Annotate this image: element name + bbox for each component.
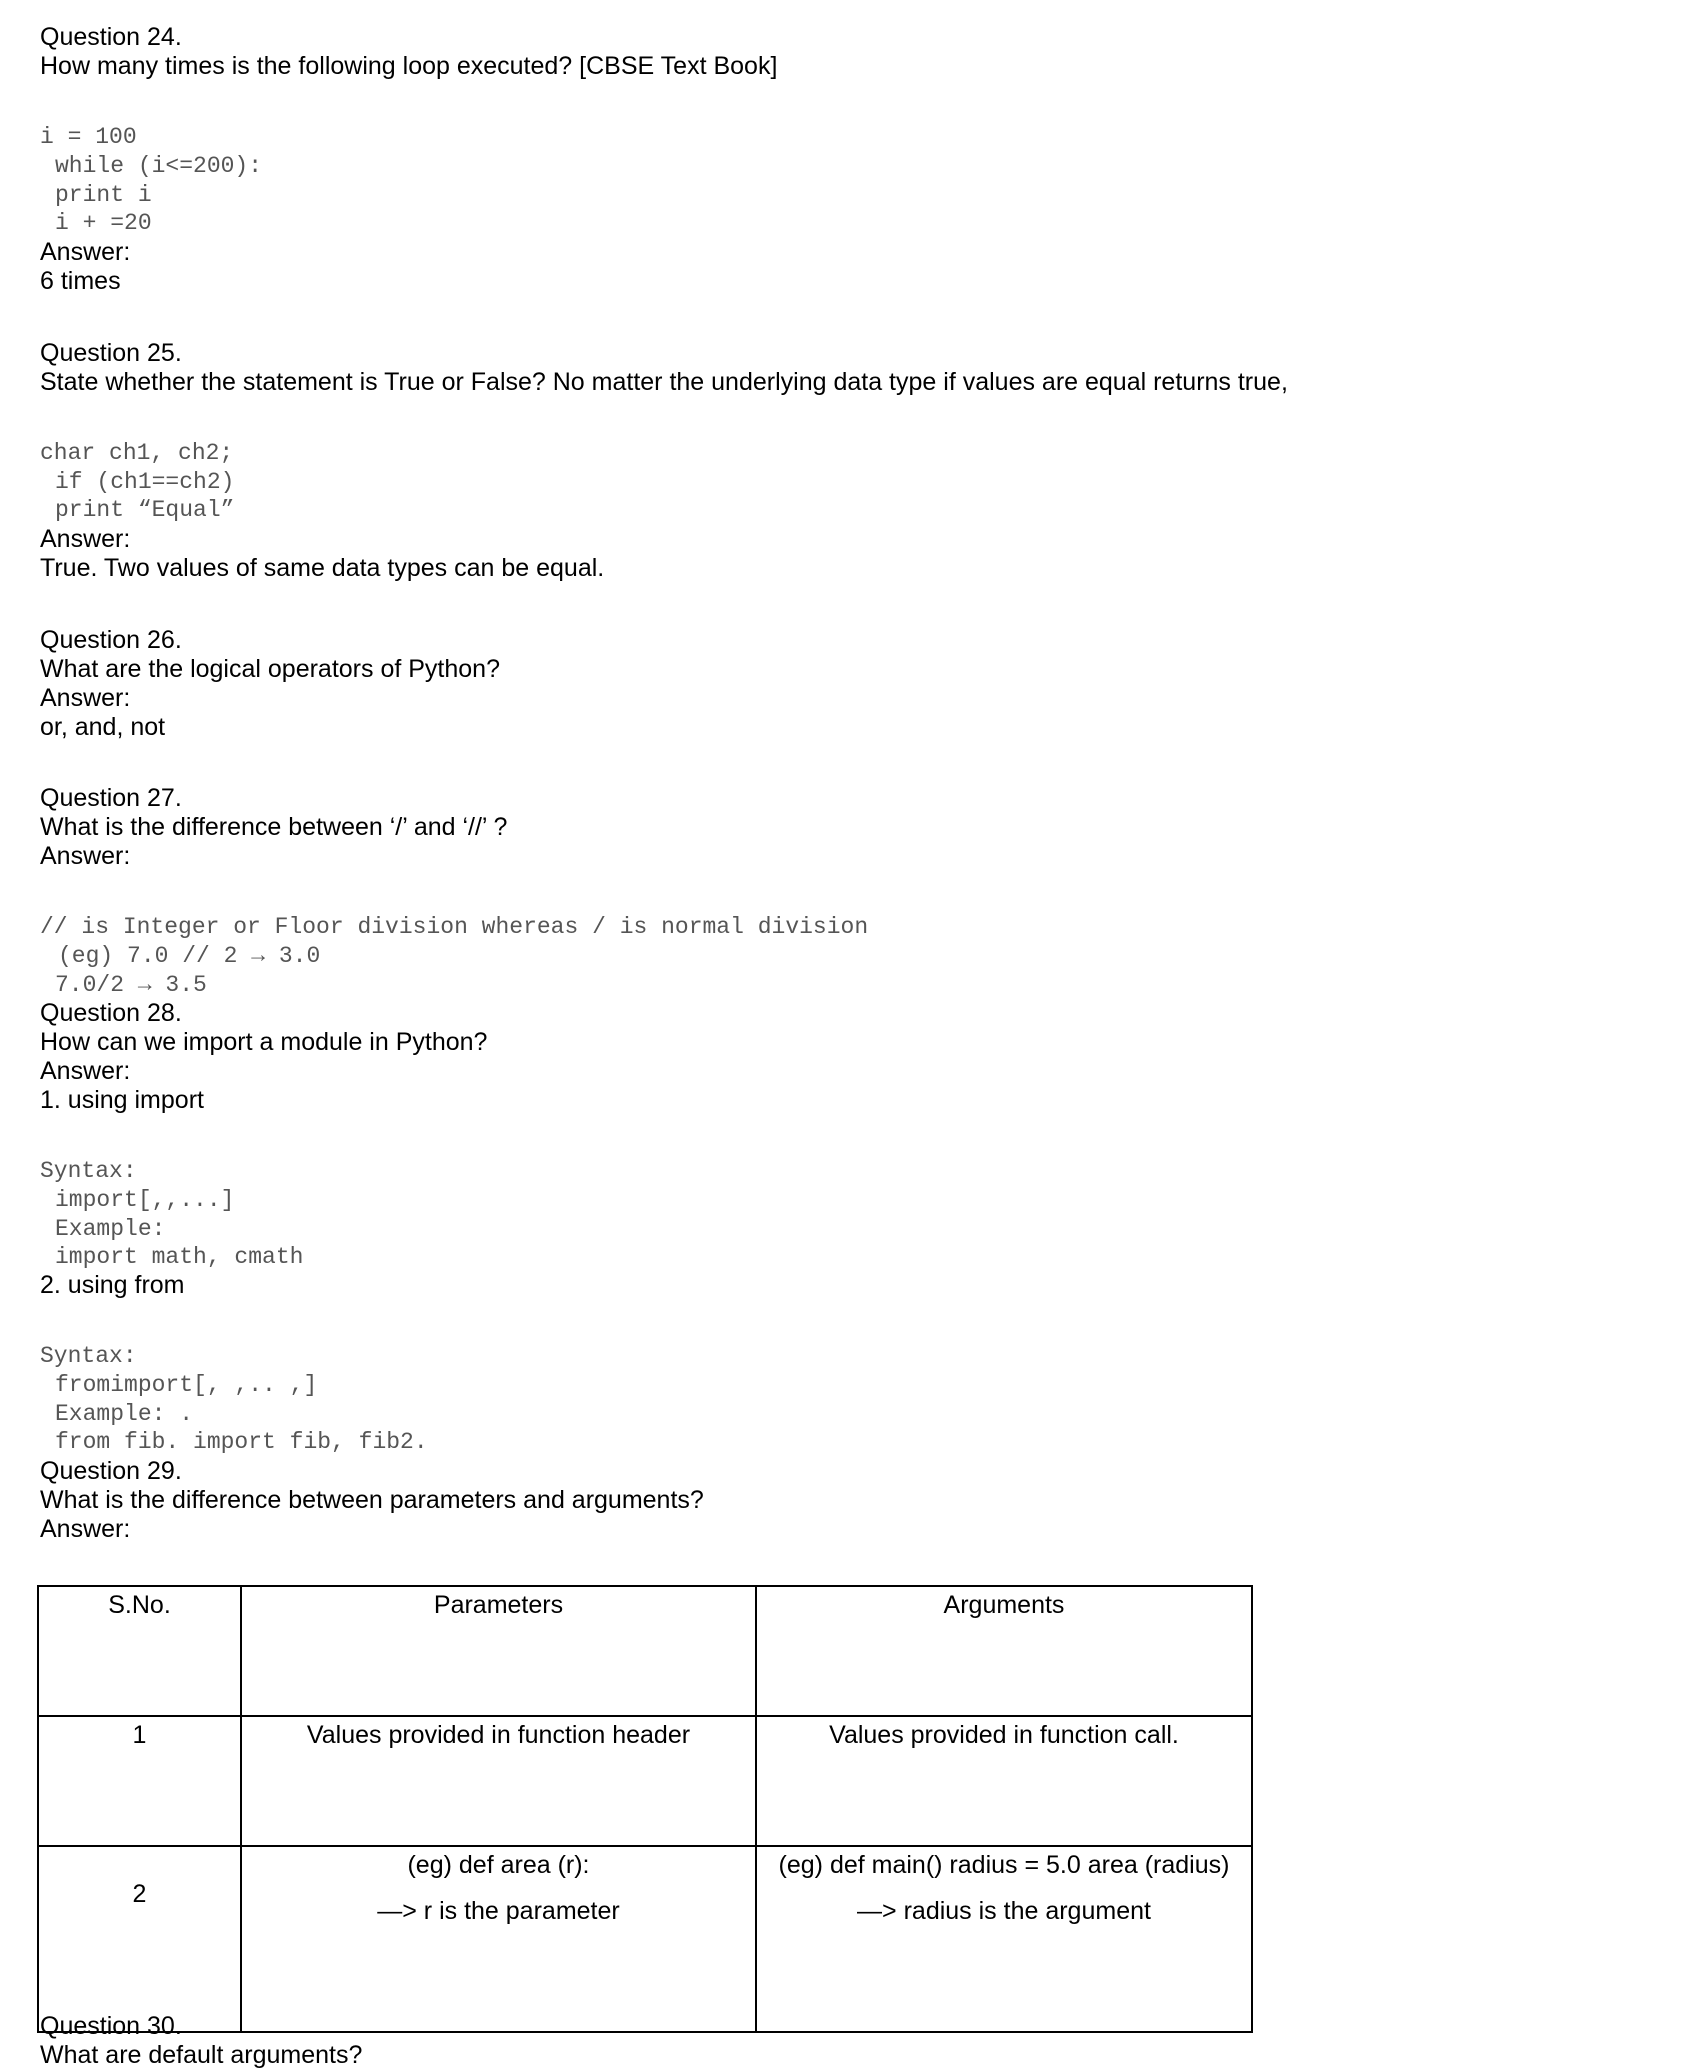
table-header-cell	[241, 1586, 756, 1716]
row1-parameters: Values provided in function header	[306, 1721, 691, 1749]
table-header-cell	[756, 1586, 1252, 1716]
header-sno: S.No.	[108, 1591, 171, 1619]
header-parameters: Parameters	[433, 1591, 564, 1619]
row1-arguments: Values provided in function call.	[829, 1721, 1179, 1749]
q25-question: State whether the statement is True or False? No matter the underlying data type if values are equal returns true,	[40, 368, 1288, 396]
q27-question: What is the difference between ‘/’ and ‘//’ ?	[40, 813, 508, 841]
q29-title: Question 29.	[40, 1457, 182, 1485]
row2-parameters-line1: (eg) def area (r):	[407, 1851, 590, 1879]
q28-item-1: 1. using import	[40, 1086, 204, 1114]
q28-code-line: import math, cmath	[55, 1244, 304, 1270]
q28-question: How can we import a module in Python?	[40, 1028, 488, 1056]
q24-code-line: i = 100	[40, 124, 137, 150]
q25-answer-label: Answer:	[40, 525, 131, 553]
row2-arguments-line1: (eg) def main() radius = 5.0 area (radius)	[778, 1851, 1230, 1879]
q26-title: Question 26.	[40, 626, 182, 654]
q25-code-line: print “Equal”	[55, 497, 235, 523]
row2-sno: 2	[132, 1880, 147, 1908]
q27-answer-label: Answer:	[40, 842, 131, 870]
q28-code-line: Example: .	[55, 1401, 194, 1427]
q25-code-line: if (ch1==ch2)	[55, 469, 235, 495]
q27-title: Question 27.	[40, 784, 182, 812]
table-cell	[756, 1846, 1252, 2032]
table-cell	[38, 1716, 241, 1846]
q25-answer: True. Two values of same data types can be equal.	[40, 554, 605, 582]
q29-answer-label: Answer:	[40, 1515, 131, 1543]
row1-sno: 1	[132, 1721, 147, 1749]
q28-item-2: 2. using from	[40, 1271, 185, 1299]
q24-code-line: print i	[55, 182, 152, 208]
q27-code-line: 7.0/2 → 3.5	[55, 972, 207, 998]
q30-question: What are default arguments?	[40, 2041, 363, 2069]
q28-code-line: import[,,...]	[55, 1187, 235, 1213]
q30-title: Question 30.	[40, 2012, 182, 2040]
q26-question: What are the logical operators of Python?	[40, 655, 500, 683]
q24-answer-label: Answer:	[40, 238, 131, 266]
q24-question: How many times is the following loop executed? [CBSE Text Book]	[40, 52, 778, 80]
table-row	[38, 1716, 1252, 1846]
q24-answer: 6 times	[40, 267, 121, 295]
row2-parameters-line2: —> r is the parameter	[377, 1897, 620, 1925]
q28-title: Question 28.	[40, 999, 182, 1027]
q28-code-line: from fib. import fib, fib2.	[55, 1429, 428, 1455]
q26-answer-label: Answer:	[40, 684, 131, 712]
q28-code-line: Syntax:	[40, 1343, 137, 1369]
table-header-row	[38, 1586, 1252, 1716]
q28-code-line: Syntax:	[40, 1158, 137, 1184]
q24-code-line: while (i<=200):	[55, 153, 263, 179]
row2-arguments-line2: —> radius is the argument	[857, 1897, 1151, 1925]
q25-code-line: char ch1, ch2;	[40, 440, 234, 466]
q24-code-line: i + =20	[55, 210, 152, 236]
q27-code-line: (eg) 7.0 // 2 → 3.0	[58, 943, 321, 969]
header-arguments: Arguments	[943, 1591, 1065, 1619]
table-cell	[241, 1716, 756, 1846]
q24-title: Question 24.	[40, 23, 182, 51]
q28-code-line: fromimport[, ,.. ,]	[55, 1372, 318, 1398]
table-cell	[756, 1716, 1252, 1846]
q27-code-line: // is Integer or Floor division whereas / is normal division	[40, 914, 869, 940]
table-cell	[241, 1846, 756, 2032]
q28-answer-label: Answer:	[40, 1057, 131, 1085]
table-cell	[38, 1846, 241, 2032]
table-row	[38, 1846, 1252, 2032]
q26-answer: or, and, not	[40, 713, 166, 741]
q28-code-line: Example:	[55, 1216, 166, 1242]
q25-title: Question 25.	[40, 339, 182, 367]
comparison-table	[37, 1585, 1253, 2033]
table-header-cell	[38, 1586, 241, 1716]
q29-question: What is the difference between parameters and arguments?	[40, 1486, 704, 1514]
